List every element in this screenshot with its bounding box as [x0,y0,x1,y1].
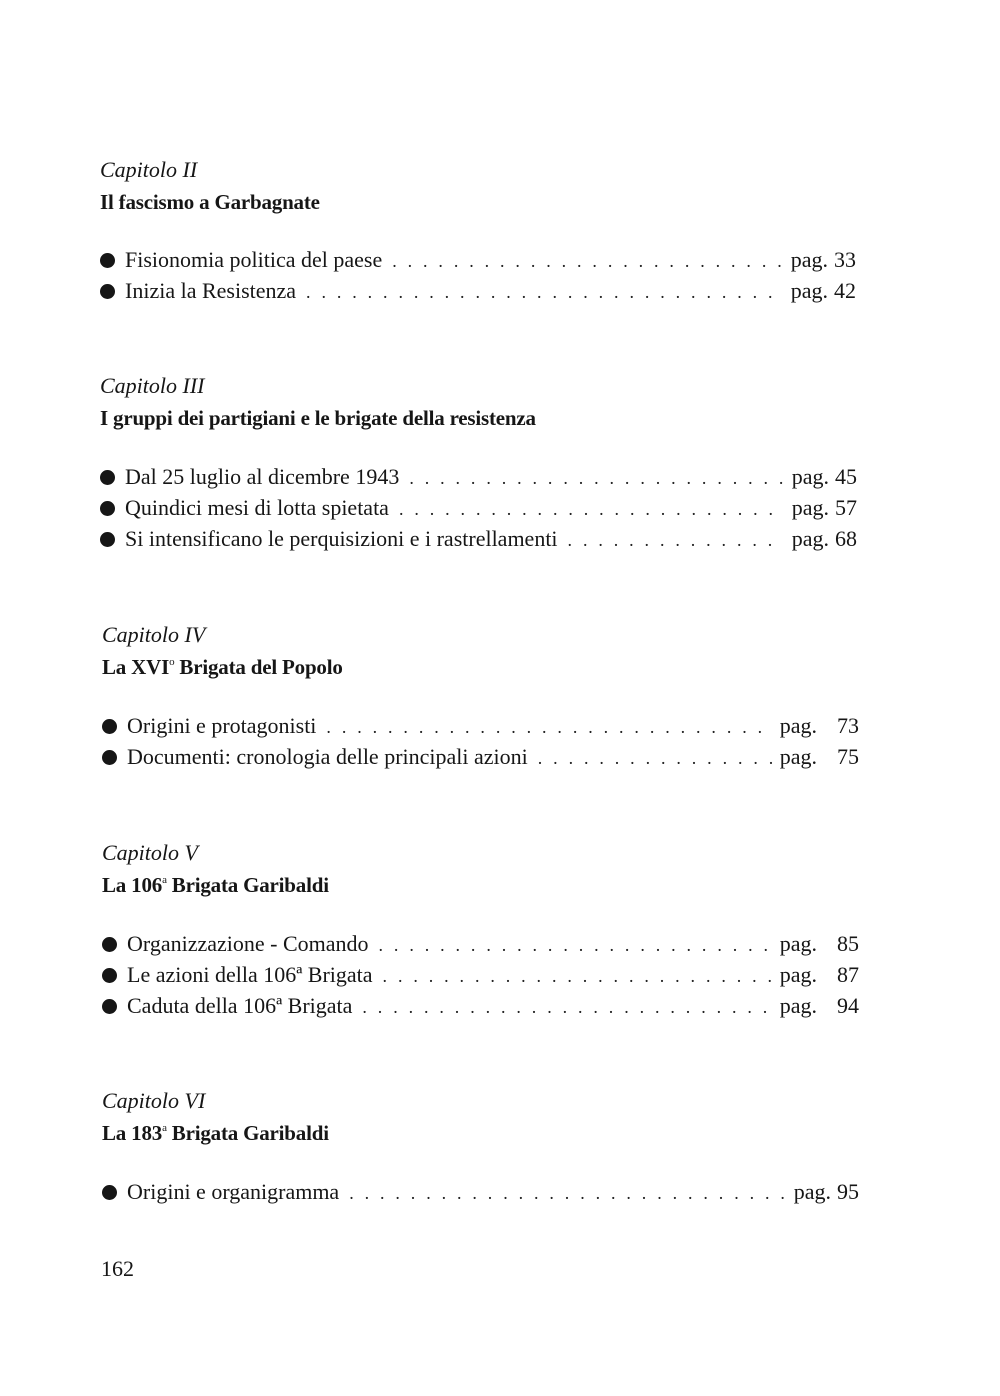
dot-leader [326,712,771,743]
chapter-title [102,1120,859,1146]
page-number: 73 [837,713,859,738]
chapter-title-rest: Brigata del Popolo [174,655,343,679]
entry-title: Dal 25 luglio al dicembre 1943 [125,464,400,489]
entry-title: Documenti: cronologia delle principali azioni [127,744,528,769]
bullet-icon [102,750,117,765]
chapter-title [100,405,857,431]
toc-entries [102,1176,859,1207]
chapter-title-text: La XVI [102,655,170,679]
page-reference [780,990,859,1021]
toc-entry[interactable] [102,1176,859,1207]
page-reference [791,244,856,275]
chapter-title [102,872,859,898]
pag-label: pag. [790,278,828,303]
page-reference [780,959,859,990]
chapter-title-text: La 183 [102,1121,163,1145]
entry-title: Si intensificano le perquisizioni e i rastrellamenti [125,526,558,551]
bullet-icon [100,284,115,299]
toc-entry[interactable] [102,710,859,741]
page-number: 75 [837,744,859,769]
page-number: 45 [835,464,857,489]
toc-entry[interactable] [100,492,857,523]
chapter-2 [100,157,856,306]
toc-entry[interactable] [100,244,856,275]
toc-entry[interactable] [100,461,857,492]
toc-entries [100,461,857,554]
chapter-title-text: Il fascismo a Garbagnate [100,190,320,214]
bullet-icon [102,968,117,983]
dot-leader [409,463,783,494]
toc-entry[interactable] [102,990,859,1021]
chapter-label: Capitolo III [100,373,205,398]
page-folio-number: 162 [101,1256,134,1281]
chapter-title [102,654,859,680]
chapter-label: Capitolo IV [102,622,206,647]
pag-label: pag. [779,713,817,738]
dot-leader [383,961,772,992]
dot-leader [538,743,772,774]
entry-title: Origini e protagonisti [127,713,317,738]
dot-leader [306,277,783,308]
bullet-icon [102,999,117,1014]
toc-entries [102,928,859,1021]
chapter-4 [102,622,859,772]
chapter-6 [102,1088,859,1207]
chapter-title-rest: Brigata Garibaldi [166,1121,329,1145]
chapter-label: Capitolo II [100,157,198,182]
toc-entry[interactable] [100,523,857,554]
entry-title: Fisionomia politica del paese [125,247,383,272]
entry-title: Quindici mesi di lotta spietata [125,495,389,520]
entry-title: Origini e organigramma [127,1179,340,1204]
page-number: 85 [837,931,859,956]
dot-leader [568,525,784,556]
entry-title: Le azioni della 106ª Brigata [127,962,373,987]
page-reference [791,275,856,306]
dot-leader [349,1178,786,1209]
entry-title: Caduta della 106ª Brigata [127,993,353,1018]
chapter-label: Capitolo VI [102,1088,206,1113]
page-reference [792,461,857,492]
toc-entries [102,710,859,772]
pag-label: pag. [779,744,817,769]
pag-label: pag. [779,931,817,956]
page-reference [780,741,859,772]
pag-label: pag. [779,993,817,1018]
toc-entries [100,244,856,306]
pag-label: pag. [791,526,829,551]
bullet-icon [100,501,115,516]
entry-title: Inizia la Resistenza [125,278,297,303]
page-number: 68 [835,526,857,551]
chapter-title-text: I gruppi dei partigiani e le brigate della resistenza [100,406,536,430]
chapter-title-rest: Brigata Garibaldi [166,873,329,897]
toc-entry[interactable] [102,928,859,959]
page-reference [780,928,859,959]
bullet-icon [100,470,115,485]
page-number: 95 [837,1179,859,1204]
chapter-title [100,189,856,215]
chapter-label: Capitolo V [102,840,198,865]
page-reference [794,1176,859,1207]
toc-entry[interactable] [100,275,856,306]
chapter-5 [102,840,859,1021]
bullet-icon [100,532,115,547]
dot-leader [379,930,772,961]
dot-leader [399,494,784,525]
page-number: 57 [835,495,857,520]
pag-label: pag. [791,464,829,489]
page-number: 94 [837,993,859,1018]
dot-leader [392,246,783,277]
bullet-icon [102,1185,117,1200]
pag-label: pag. [791,495,829,520]
entry-title: Organizzazione - Comando [127,931,369,956]
toc-entry[interactable] [102,741,859,772]
page-reference [792,492,857,523]
page-number: 42 [834,278,856,303]
pag-label: pag. [793,1179,831,1204]
chapter-3 [100,373,857,554]
chapter-title-text: La 106 [102,873,163,897]
bullet-icon [102,937,117,952]
bullet-icon [102,719,117,734]
page-reference [792,523,857,554]
page-number: 87 [837,962,859,987]
page-reference [780,710,859,741]
page-number: 33 [834,247,856,272]
chapter-title-superscript: o [169,656,175,668]
bullet-icon [100,253,115,268]
chapter-title-superscript: a [162,1122,167,1134]
pag-label: pag. [790,247,828,272]
dot-leader [362,992,771,1023]
chapter-title-superscript: a [162,874,167,886]
pag-label: pag. [779,962,817,987]
toc-entry[interactable] [102,959,859,990]
